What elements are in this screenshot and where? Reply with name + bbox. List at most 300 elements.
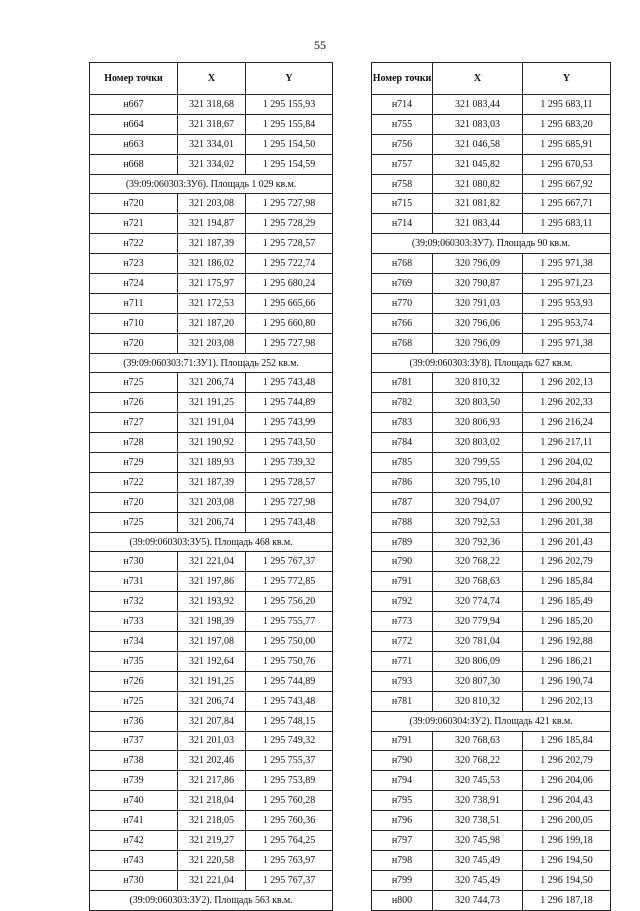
table-row	[90, 393, 333, 413]
y-coordinate-cell: 1 296 202,79	[523, 552, 611, 572]
table-row	[90, 274, 333, 294]
header-x: X	[178, 63, 246, 95]
x-coordinate-cell: 321 083,44	[433, 95, 523, 115]
table-row	[90, 751, 333, 771]
y-coordinate-cell: 1 295 728,57	[246, 472, 333, 492]
table-row	[372, 890, 611, 910]
table-row	[90, 572, 333, 592]
x-coordinate-cell: 321 217,86	[178, 771, 246, 791]
parcel-caption-row	[372, 353, 611, 373]
point-number-cell: н791	[372, 572, 433, 592]
parcel-caption: (39:09:060303:71:ЗУ1). Площадь 252 кв.м.	[90, 353, 333, 373]
y-coordinate-cell: 1 295 154,59	[246, 154, 333, 174]
table-row	[372, 154, 611, 174]
table-row	[372, 492, 611, 512]
table-row	[90, 433, 333, 453]
x-coordinate-cell: 320 781,04	[433, 632, 523, 652]
x-coordinate-cell: 320 745,49	[433, 870, 523, 890]
x-coordinate-cell: 320 738,51	[433, 811, 523, 831]
point-number-cell: н771	[372, 651, 433, 671]
table-row	[90, 313, 333, 333]
x-coordinate-cell: 321 081,82	[433, 194, 523, 214]
point-number-cell: н727	[90, 413, 178, 433]
y-coordinate-cell: 1 296 185,49	[523, 592, 611, 612]
point-number-cell: н781	[372, 373, 433, 393]
parcel-caption-row	[90, 174, 333, 194]
x-coordinate-cell: 321 206,74	[178, 373, 246, 393]
point-number-cell: н736	[90, 711, 178, 731]
parcel-caption-row	[372, 234, 611, 254]
table-row	[372, 214, 611, 234]
parcel-caption: (39:09:060303:ЗУ2). Площадь 563 кв.м.	[90, 890, 333, 910]
table-row	[372, 771, 611, 791]
page-number: 55	[314, 38, 326, 52]
y-coordinate-cell: 1 296 194,50	[523, 850, 611, 870]
point-number-cell: н737	[90, 731, 178, 751]
x-coordinate-cell: 320 807,30	[433, 671, 523, 691]
point-number-cell: н799	[372, 870, 433, 890]
x-coordinate-cell: 320 799,55	[433, 453, 523, 473]
table-row	[90, 453, 333, 473]
table-row	[90, 811, 333, 831]
x-coordinate-cell: 321 187,39	[178, 234, 246, 254]
y-coordinate-cell: 1 296 201,38	[523, 512, 611, 532]
point-number-cell: н725	[90, 512, 178, 532]
point-number-cell: н741	[90, 811, 178, 831]
point-number-cell: н722	[90, 234, 178, 254]
table-row	[372, 293, 611, 313]
table-row	[90, 651, 333, 671]
table-row	[90, 691, 333, 711]
x-coordinate-cell: 320 792,53	[433, 512, 523, 532]
x-coordinate-cell: 321 193,92	[178, 592, 246, 612]
table-row	[372, 731, 611, 751]
parcel-caption: (39:09:060303:ЗУ8). Площадь 627 кв.м.	[372, 353, 611, 373]
parcel-caption: (39:09:060304:ЗУ2). Площадь 421 кв.м.	[372, 711, 611, 731]
table-row	[372, 174, 611, 194]
x-coordinate-cell: 320 745,98	[433, 830, 523, 850]
point-number-cell: н725	[90, 373, 178, 393]
x-coordinate-cell: 321 206,74	[178, 691, 246, 711]
point-number-cell: н757	[372, 154, 433, 174]
y-coordinate-cell: 1 295 727,98	[246, 194, 333, 214]
point-number-cell: н663	[90, 134, 178, 154]
y-coordinate-cell: 1 296 200,92	[523, 492, 611, 512]
y-coordinate-cell: 1 296 187,18	[523, 890, 611, 910]
table-row	[372, 552, 611, 572]
x-coordinate-cell: 321 191,25	[178, 393, 246, 413]
table-row	[90, 791, 333, 811]
table-row	[90, 194, 333, 214]
point-number-cell: н766	[372, 313, 433, 333]
point-number-cell: н795	[372, 791, 433, 811]
point-number-cell: н773	[372, 612, 433, 632]
table-row	[90, 134, 333, 154]
x-coordinate-cell: 320 745,49	[433, 850, 523, 870]
table-row	[90, 830, 333, 850]
y-coordinate-cell: 1 295 683,11	[523, 214, 611, 234]
point-number-cell: н793	[372, 671, 433, 691]
table-row	[90, 592, 333, 612]
table-row	[90, 254, 333, 274]
y-coordinate-cell: 1 295 971,23	[523, 274, 611, 294]
point-number-cell: н796	[372, 811, 433, 831]
point-number-cell: н758	[372, 174, 433, 194]
table-row	[372, 830, 611, 850]
x-coordinate-cell: 320 738,91	[433, 791, 523, 811]
y-coordinate-cell: 1 295 660,80	[246, 313, 333, 333]
x-coordinate-cell: 321 175,97	[178, 274, 246, 294]
point-number-cell: н720	[90, 194, 178, 214]
table-row	[372, 791, 611, 811]
y-coordinate-cell: 1 295 755,77	[246, 612, 333, 632]
y-coordinate-cell: 1 295 763,97	[246, 850, 333, 870]
point-number-cell: н715	[372, 194, 433, 214]
point-number-cell: н721	[90, 214, 178, 234]
x-coordinate-cell: 321 045,82	[433, 154, 523, 174]
y-coordinate-cell: 1 296 190,74	[523, 671, 611, 691]
point-number-cell: н668	[90, 154, 178, 174]
table-row	[90, 671, 333, 691]
y-coordinate-cell: 1 295 767,37	[246, 552, 333, 572]
table-row	[90, 870, 333, 890]
table-row	[372, 472, 611, 492]
y-coordinate-cell: 1 295 728,29	[246, 214, 333, 234]
x-coordinate-cell: 321 318,68	[178, 95, 246, 115]
table-row	[372, 433, 611, 453]
y-coordinate-cell: 1 295 750,76	[246, 651, 333, 671]
point-number-cell: н768	[372, 254, 433, 274]
point-number-cell: н787	[372, 492, 433, 512]
y-coordinate-cell: 1 296 204,06	[523, 771, 611, 791]
y-coordinate-cell: 1 295 683,20	[523, 114, 611, 134]
header-x: X	[433, 63, 523, 95]
parcel-caption-row	[372, 711, 611, 731]
y-coordinate-cell: 1 296 202,33	[523, 393, 611, 413]
x-coordinate-cell: 320 774,74	[433, 592, 523, 612]
table-row	[90, 612, 333, 632]
y-coordinate-cell: 1 295 756,20	[246, 592, 333, 612]
x-coordinate-cell: 321 334,01	[178, 134, 246, 154]
y-coordinate-cell: 1 295 665,66	[246, 293, 333, 313]
y-coordinate-cell: 1 295 760,36	[246, 811, 333, 831]
table-row	[372, 413, 611, 433]
y-coordinate-cell: 1 296 192,88	[523, 632, 611, 652]
table-row	[90, 95, 333, 115]
point-number-cell: н742	[90, 830, 178, 850]
table-row	[372, 512, 611, 532]
x-coordinate-cell: 321 220,58	[178, 850, 246, 870]
y-coordinate-cell: 1 295 685,91	[523, 134, 611, 154]
y-coordinate-cell: 1 295 667,92	[523, 174, 611, 194]
x-coordinate-cell: 321 198,39	[178, 612, 246, 632]
table-header-row	[372, 63, 611, 95]
point-number-cell: н664	[90, 114, 178, 134]
point-number-cell: н770	[372, 293, 433, 313]
table-row	[372, 274, 611, 294]
x-coordinate-cell: 320 806,93	[433, 413, 523, 433]
y-coordinate-cell: 1 295 727,98	[246, 492, 333, 512]
table-row	[372, 254, 611, 274]
y-coordinate-cell: 1 296 185,20	[523, 612, 611, 632]
coordinates-table-left	[89, 62, 333, 911]
y-coordinate-cell: 1 295 744,89	[246, 393, 333, 413]
y-coordinate-cell: 1 296 185,84	[523, 731, 611, 751]
header-point-number: Номер точки	[90, 63, 178, 95]
y-coordinate-cell: 1 295 683,11	[523, 95, 611, 115]
y-coordinate-cell: 1 295 772,85	[246, 572, 333, 592]
point-number-cell: н733	[90, 612, 178, 632]
point-number-cell: н772	[372, 632, 433, 652]
x-coordinate-cell: 320 796,09	[433, 333, 523, 353]
y-coordinate-cell: 1 295 155,84	[246, 114, 333, 134]
point-number-cell: н714	[372, 214, 433, 234]
table-row	[372, 134, 611, 154]
table-row	[90, 293, 333, 313]
y-coordinate-cell: 1 295 727,98	[246, 333, 333, 353]
x-coordinate-cell: 320 779,94	[433, 612, 523, 632]
table-row	[372, 811, 611, 831]
table-row	[372, 751, 611, 771]
y-coordinate-cell: 1 295 728,57	[246, 234, 333, 254]
table-row	[372, 632, 611, 652]
x-coordinate-cell: 321 203,08	[178, 194, 246, 214]
table-row	[372, 592, 611, 612]
table-row	[90, 731, 333, 751]
point-number-cell: н794	[372, 771, 433, 791]
y-coordinate-cell: 1 296 202,79	[523, 751, 611, 771]
y-coordinate-cell: 1 296 217,11	[523, 433, 611, 453]
parcel-caption-row	[90, 532, 333, 552]
point-number-cell: н729	[90, 453, 178, 473]
point-number-cell: н739	[90, 771, 178, 791]
point-number-cell: н792	[372, 592, 433, 612]
y-coordinate-cell: 1 295 667,71	[523, 194, 611, 214]
point-number-cell: н781	[372, 691, 433, 711]
y-coordinate-cell: 1 296 199,18	[523, 830, 611, 850]
x-coordinate-cell: 321 083,44	[433, 214, 523, 234]
x-coordinate-cell: 320 795,10	[433, 472, 523, 492]
x-coordinate-cell: 321 206,74	[178, 512, 246, 532]
table-row	[372, 850, 611, 870]
point-number-cell: н791	[372, 731, 433, 751]
y-coordinate-cell: 1 296 194,50	[523, 870, 611, 890]
y-coordinate-cell: 1 296 200,05	[523, 811, 611, 831]
point-number-cell: н731	[90, 572, 178, 592]
y-coordinate-cell: 1 295 743,48	[246, 373, 333, 393]
point-number-cell: н735	[90, 651, 178, 671]
x-coordinate-cell: 320 792,36	[433, 532, 523, 552]
point-number-cell: н785	[372, 453, 433, 473]
point-number-cell: н797	[372, 830, 433, 850]
x-coordinate-cell: 320 796,09	[433, 254, 523, 274]
parcel-caption: (39:09:060303:ЗУ5). Площадь 468 кв.м.	[90, 532, 333, 552]
x-coordinate-cell: 321 080,82	[433, 174, 523, 194]
table-row	[90, 850, 333, 870]
table-row	[372, 333, 611, 353]
table-row	[90, 512, 333, 532]
table-row	[90, 234, 333, 254]
x-coordinate-cell: 321 192,64	[178, 651, 246, 671]
point-number-cell: н798	[372, 850, 433, 870]
table-row	[372, 691, 611, 711]
table-row	[372, 453, 611, 473]
y-coordinate-cell: 1 295 743,48	[246, 512, 333, 532]
table-row	[90, 413, 333, 433]
y-coordinate-cell: 1 295 744,89	[246, 671, 333, 691]
point-number-cell: н726	[90, 393, 178, 413]
point-number-cell: н720	[90, 333, 178, 353]
x-coordinate-cell: 321 046,58	[433, 134, 523, 154]
x-coordinate-cell: 321 203,08	[178, 333, 246, 353]
y-coordinate-cell: 1 296 204,43	[523, 791, 611, 811]
point-number-cell: н784	[372, 433, 433, 453]
point-number-cell: н711	[90, 293, 178, 313]
y-coordinate-cell: 1 296 204,81	[523, 472, 611, 492]
point-number-cell: н782	[372, 393, 433, 413]
x-coordinate-cell: 321 203,08	[178, 492, 246, 512]
table-row	[90, 632, 333, 652]
x-coordinate-cell: 320 806,09	[433, 651, 523, 671]
point-number-cell: н726	[90, 671, 178, 691]
table-row	[90, 711, 333, 731]
x-coordinate-cell: 321 172,53	[178, 293, 246, 313]
x-coordinate-cell: 321 189,93	[178, 453, 246, 473]
y-coordinate-cell: 1 296 186,21	[523, 651, 611, 671]
table-row	[372, 671, 611, 691]
table-row	[372, 393, 611, 413]
point-number-cell: н743	[90, 850, 178, 870]
table-row	[90, 214, 333, 234]
x-coordinate-cell: 320 768,22	[433, 751, 523, 771]
table-row	[90, 492, 333, 512]
point-number-cell: н722	[90, 472, 178, 492]
y-coordinate-cell: 1 295 739,32	[246, 453, 333, 473]
x-coordinate-cell: 321 334,02	[178, 154, 246, 174]
point-number-cell: н768	[372, 333, 433, 353]
x-coordinate-cell: 321 191,04	[178, 413, 246, 433]
table-row	[90, 114, 333, 134]
table-row	[372, 612, 611, 632]
y-coordinate-cell: 1 295 722,74	[246, 254, 333, 274]
point-number-cell: н800	[372, 890, 433, 910]
point-number-cell: н725	[90, 691, 178, 711]
x-coordinate-cell: 320 810,32	[433, 373, 523, 393]
point-number-cell: н756	[372, 134, 433, 154]
point-number-cell: н732	[90, 592, 178, 612]
point-number-cell: н723	[90, 254, 178, 274]
table-row	[372, 651, 611, 671]
parcel-caption-row	[90, 890, 333, 910]
table-row	[372, 313, 611, 333]
y-coordinate-cell: 1 295 750,00	[246, 632, 333, 652]
x-coordinate-cell: 320 768,63	[433, 572, 523, 592]
table-row	[372, 194, 611, 214]
point-number-cell: н720	[90, 492, 178, 512]
y-coordinate-cell: 1 295 155,93	[246, 95, 333, 115]
point-number-cell: н734	[90, 632, 178, 652]
x-coordinate-cell: 320 796,06	[433, 313, 523, 333]
table-row	[372, 373, 611, 393]
point-number-cell: н728	[90, 433, 178, 453]
y-coordinate-cell: 1 295 748,15	[246, 711, 333, 731]
y-coordinate-cell: 1 295 670,53	[523, 154, 611, 174]
y-coordinate-cell: 1 295 753,89	[246, 771, 333, 791]
table-row	[372, 532, 611, 552]
y-coordinate-cell: 1 295 767,37	[246, 870, 333, 890]
point-number-cell: н730	[90, 870, 178, 890]
x-coordinate-cell: 321 186,02	[178, 254, 246, 274]
y-coordinate-cell: 1 296 202,13	[523, 373, 611, 393]
x-coordinate-cell: 320 790,87	[433, 274, 523, 294]
header-y: Y	[523, 63, 611, 95]
x-coordinate-cell: 321 202,46	[178, 751, 246, 771]
y-coordinate-cell: 1 295 764,25	[246, 830, 333, 850]
point-number-cell: н740	[90, 791, 178, 811]
table-row	[372, 95, 611, 115]
parcel-caption: (39:09:060303:ЗУ7). Площадь 90 кв.м.	[372, 234, 611, 254]
table-row	[90, 333, 333, 353]
parcel-caption: (39:09:060303:ЗУ6). Площадь 1 029 кв.м.	[90, 174, 333, 194]
table-row	[372, 572, 611, 592]
y-coordinate-cell: 1 295 953,74	[523, 313, 611, 333]
y-coordinate-cell: 1 295 971,38	[523, 333, 611, 353]
point-number-cell: н790	[372, 552, 433, 572]
y-coordinate-cell: 1 296 185,84	[523, 572, 611, 592]
point-number-cell: н730	[90, 552, 178, 572]
table-row	[90, 472, 333, 492]
y-coordinate-cell: 1 296 204,02	[523, 453, 611, 473]
table-row	[372, 870, 611, 890]
point-number-cell: н789	[372, 532, 433, 552]
x-coordinate-cell: 321 218,04	[178, 791, 246, 811]
point-number-cell: н769	[372, 274, 433, 294]
x-coordinate-cell: 321 191,25	[178, 671, 246, 691]
point-number-cell: н724	[90, 274, 178, 294]
x-coordinate-cell: 321 221,04	[178, 552, 246, 572]
point-number-cell: н786	[372, 472, 433, 492]
table-row	[372, 114, 611, 134]
table-row	[90, 154, 333, 174]
x-coordinate-cell: 320 744,73	[433, 890, 523, 910]
x-coordinate-cell: 321 218,05	[178, 811, 246, 831]
x-coordinate-cell: 320 803,02	[433, 433, 523, 453]
point-number-cell: н755	[372, 114, 433, 134]
x-coordinate-cell: 321 197,86	[178, 572, 246, 592]
x-coordinate-cell: 320 768,22	[433, 552, 523, 572]
table-row	[90, 771, 333, 791]
x-coordinate-cell: 321 083,03	[433, 114, 523, 134]
y-coordinate-cell: 1 295 760,28	[246, 791, 333, 811]
x-coordinate-cell: 320 768,63	[433, 731, 523, 751]
point-number-cell: н783	[372, 413, 433, 433]
x-coordinate-cell: 321 187,39	[178, 472, 246, 492]
x-coordinate-cell: 321 207,84	[178, 711, 246, 731]
x-coordinate-cell: 320 810,32	[433, 691, 523, 711]
header-y: Y	[246, 63, 333, 95]
y-coordinate-cell: 1 296 202,13	[523, 691, 611, 711]
header-point-number: Номер точки	[372, 63, 433, 95]
y-coordinate-cell: 1 295 743,99	[246, 413, 333, 433]
y-coordinate-cell: 1 295 971,38	[523, 254, 611, 274]
point-number-cell: н788	[372, 512, 433, 532]
point-number-cell: н790	[372, 751, 433, 771]
x-coordinate-cell: 321 190,92	[178, 433, 246, 453]
x-coordinate-cell: 321 201,03	[178, 731, 246, 751]
parcel-caption-row	[90, 353, 333, 373]
point-number-cell: н738	[90, 751, 178, 771]
y-coordinate-cell: 1 296 216,24	[523, 413, 611, 433]
